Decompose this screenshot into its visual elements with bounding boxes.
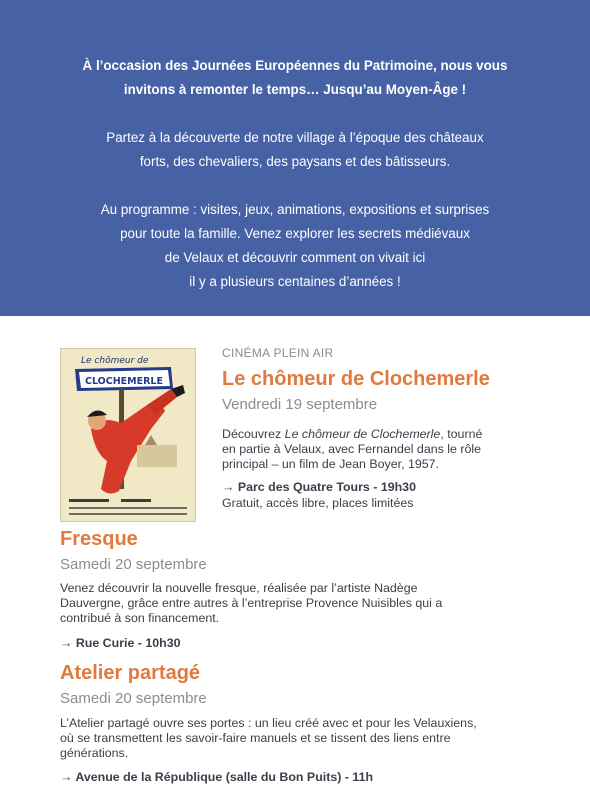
fresque-desc-line1: Venez découvrir la nouvelle fresque, réalisée par l’artiste Nadège (60, 581, 418, 595)
film-date: Vendredi 19 septembre (222, 396, 378, 413)
atelier-title: Atelier partagé (60, 662, 201, 684)
poster-top-text: Le chômeur de (81, 356, 149, 366)
intro-banner (0, 0, 590, 316)
fresque-description (60, 581, 520, 626)
fresque-location: → Rue Curie - 10h30 (60, 636, 181, 650)
atelier-description (60, 716, 536, 761)
atelier-desc-line2: où se transmettent les savoir-faire manuels et se tissent des liens entre (60, 731, 451, 745)
atelier-date: Samedi 20 septembre (60, 690, 207, 707)
banner-para3-line3: de Velaux et découvrir comment on vivait ici (164, 250, 426, 265)
film-access-info: Gratuit, accès libre, places limitées (222, 496, 414, 510)
banner-intro (0, 54, 590, 102)
fresque-date: Samedi 20 septembre (60, 556, 207, 573)
film-poster-illustration (61, 349, 195, 521)
fresque-title: Fresque (60, 528, 138, 550)
film-poster-image (60, 348, 196, 522)
film-desc-italic-title: Le chômeur de Clochemerle (284, 427, 441, 441)
atelier-desc-line1: L’Atelier partagé ouvre ses portes : un lieu créé avec et pour les Velauxiens, (60, 716, 477, 730)
film-desc-line1 (222, 427, 522, 442)
film-desc-line3: principal – un film de Jean Boyer, 1957. (222, 457, 439, 471)
film-location: → Parc des Quatre Tours - 19h30 (222, 480, 416, 494)
banner-para3-line2: pour toute la famille. Venez explorer les secrets médiévaux (120, 226, 470, 241)
banner-intro-line2: invitons à remonter le temps… Jusqu’au Moyen-Âge ! (123, 82, 467, 97)
banner-para3-line1: Au programme : visites, jeux, animations, expositions et surprises (100, 202, 490, 217)
film-desc-text-end: , tourné (440, 427, 483, 441)
poster-sign-text: CLOCHEMERLE (85, 376, 163, 387)
banner-intro-line1: À l’occasion des Journées Européennes du Patrimoine, nous vous (82, 58, 508, 73)
banner-para2-line1: Partez à la découverte de notre village à l’époque des châteaux (106, 130, 484, 145)
banner-para3-line4: il y a plusieurs centaines d’années ! (189, 274, 401, 289)
film-desc-text: Découvrez (222, 427, 285, 441)
fresque-desc-line3: contribué à son financement. (60, 611, 220, 625)
film-description (222, 427, 522, 472)
atelier-desc-line3: générations. (60, 746, 129, 760)
film-title: Le chômeur de Clochemerle (222, 368, 490, 390)
fresque-desc-line2: Dauvergne, grâce entre autres à l’entreprise Provence Nuisibles qui a (60, 596, 443, 610)
film-category: CINÉMA PLEIN AIR (222, 346, 334, 360)
film-desc-line2: en partie à Velaux, avec Fernandel dans le rôle (222, 442, 481, 456)
banner-paragraph-3 (0, 198, 590, 294)
atelier-location: → Avenue de la République (salle du Bon Puits) - 11h (60, 770, 374, 784)
banner-paragraph-2 (0, 126, 590, 174)
banner-para2-line2: forts, des chevaliers, des paysans et des bâtisseurs. (139, 154, 451, 169)
